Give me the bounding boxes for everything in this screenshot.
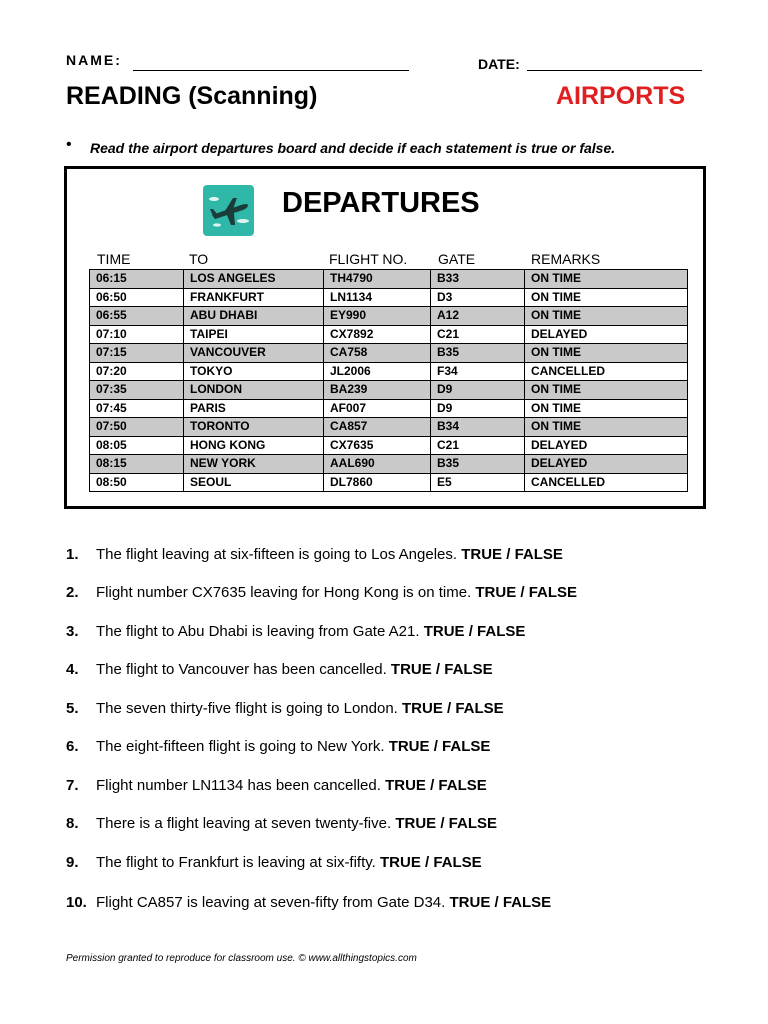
cell-remarks: DELAYED [525, 436, 688, 455]
cell-destination: PARIS [184, 399, 324, 418]
cell-destination: ABU DHABI [184, 307, 324, 326]
question-item [66, 738, 490, 755]
cell-gate: C21 [431, 325, 525, 344]
cell-destination: TAIPEI [184, 325, 324, 344]
cell-time: 07:50 [90, 418, 184, 437]
cell-gate: A12 [431, 307, 525, 326]
cell-destination: TOKYO [184, 362, 324, 381]
date-line[interactable] [527, 70, 702, 71]
cell-gate: D9 [431, 399, 525, 418]
cell-remarks: ON TIME [525, 288, 688, 307]
cell-remarks: ON TIME [525, 381, 688, 400]
cell-time: 07:35 [90, 381, 184, 400]
topic-title: AIRPORTS [556, 82, 686, 110]
footer-credit: Permission granted to reproduce for classroom use. © www.allthingstopics.com [66, 953, 417, 964]
question-text: The seven thirty-five flight is going to London. [96, 700, 398, 717]
name-label: NAME: [66, 52, 122, 68]
question-text: Flight number LN1134 has been cancelled. [96, 777, 381, 794]
col-header-to: TO [189, 251, 209, 267]
cell-time: 07:45 [90, 399, 184, 418]
cell-remarks: CANCELLED [525, 473, 688, 492]
cell-flight: TH4790 [324, 270, 431, 289]
cell-destination: SEOUL [184, 473, 324, 492]
cell-gate: E5 [431, 473, 525, 492]
cell-flight: AAL690 [324, 455, 431, 474]
cell-destination: HONG KONG [184, 436, 324, 455]
table-row [90, 344, 688, 363]
cell-flight: CX7892 [324, 325, 431, 344]
cell-remarks: ON TIME [525, 418, 688, 437]
true-false-choice[interactable]: TRUE / FALSE [390, 661, 493, 678]
cell-flight: AF007 [324, 399, 431, 418]
cell-remarks: CANCELLED [525, 362, 688, 381]
question-item [66, 546, 563, 563]
true-false-choice[interactable]: TRUE / FALSE [385, 777, 487, 794]
cell-gate: C21 [431, 436, 525, 455]
cell-gate: B33 [431, 270, 525, 289]
cell-remarks: ON TIME [525, 399, 688, 418]
question-item [66, 894, 551, 911]
cell-time: 08:50 [90, 473, 184, 492]
instruction: Read the airport departures board and decide if each statement is true or false. [90, 140, 616, 156]
col-header-flight: FLIGHT NO. [329, 251, 408, 267]
col-header-gate: GATE [438, 251, 476, 267]
question-item [66, 623, 525, 640]
cell-gate: D9 [431, 381, 525, 400]
question-item [66, 584, 577, 601]
question-item [66, 700, 504, 717]
table-row [90, 288, 688, 307]
cell-remarks: ON TIME [525, 270, 688, 289]
cell-gate: B35 [431, 344, 525, 363]
table-row [90, 436, 688, 455]
question-text: The flight to Vancouver has been cancelled. [96, 661, 387, 678]
question-text: Flight CA857 is leaving at seven-fifty from Gate D34. [96, 894, 446, 911]
true-false-choice[interactable]: TRUE / FALSE [461, 546, 563, 563]
table-row [90, 362, 688, 381]
true-false-choice[interactable]: TRUE / FALSE [388, 738, 491, 755]
departures-title: DEPARTURES [282, 187, 480, 219]
question-text: The flight leaving at six-fifteen is going to Los Angeles. [96, 546, 458, 563]
question-item [66, 661, 493, 678]
true-false-choice[interactable]: TRUE / FALSE [423, 623, 526, 640]
cell-destination: TORONTO [184, 418, 324, 437]
cell-flight: CA758 [324, 344, 431, 363]
cell-time: 08:05 [90, 436, 184, 455]
cell-remarks: DELAYED [525, 325, 688, 344]
true-false-choice[interactable]: TRUE / FALSE [402, 700, 504, 717]
question-item [66, 777, 487, 794]
departures-table [89, 269, 688, 492]
cell-time: 07:10 [90, 325, 184, 344]
col-header-remarks: REMARKS [531, 251, 601, 267]
question-text: The flight to Abu Dhabi is leaving from Gate A21. [96, 623, 420, 640]
question-number: 6. [66, 738, 79, 755]
true-false-choice[interactable]: TRUE / FALSE [380, 854, 482, 871]
question-item [66, 815, 497, 832]
page-title: READING (Scanning) [66, 82, 318, 110]
col-header-time: TIME [97, 251, 131, 267]
table-row [90, 399, 688, 418]
question-text: The flight to Frankfurt is leaving at six-fifty. [96, 854, 376, 871]
departures-board [64, 166, 706, 509]
table-row [90, 455, 688, 474]
question-number: 4. [66, 661, 79, 678]
question-number: 8. [66, 815, 79, 832]
date-label: DATE: [478, 56, 520, 72]
cell-time: 07:15 [90, 344, 184, 363]
question-text: The eight-fifteen flight is going to New York. [96, 738, 385, 755]
question-number: 2. [66, 584, 79, 601]
cell-remarks: ON TIME [525, 344, 688, 363]
cell-gate: B35 [431, 455, 525, 474]
cell-remarks: DELAYED [525, 455, 688, 474]
question-number: 5. [66, 700, 79, 717]
question-text: There is a flight leaving at seven twenty-five. [96, 815, 392, 832]
cell-time: 07:20 [90, 362, 184, 381]
bullet-icon: • [66, 136, 72, 153]
question-number: 10. [66, 894, 87, 911]
name-line[interactable] [133, 70, 409, 71]
cell-destination: LOS ANGELES [184, 270, 324, 289]
cell-remarks: ON TIME [525, 307, 688, 326]
question-number: 1. [66, 546, 79, 563]
cell-time: 06:15 [90, 270, 184, 289]
cell-gate: F34 [431, 362, 525, 381]
cell-destination: LONDON [184, 381, 324, 400]
question-number: 3. [66, 623, 79, 640]
table-row [90, 473, 688, 492]
cell-gate: B34 [431, 418, 525, 437]
cell-flight: DL7860 [324, 473, 431, 492]
cell-time: 06:50 [90, 288, 184, 307]
table-row [90, 381, 688, 400]
cell-time: 08:15 [90, 455, 184, 474]
cell-gate: D3 [431, 288, 525, 307]
cell-time: 06:55 [90, 307, 184, 326]
question-number: 7. [66, 777, 79, 794]
question-text: Flight number CX7635 leaving for Hong Kong is on time. [96, 584, 472, 601]
question-number: 9. [66, 854, 79, 871]
table-row [90, 418, 688, 437]
cell-destination: FRANKFURT [184, 288, 324, 307]
table-row [90, 307, 688, 326]
table-row [90, 325, 688, 344]
cell-flight: BA239 [324, 381, 431, 400]
airplane-icon [203, 185, 254, 236]
cell-destination: VANCOUVER [184, 344, 324, 363]
true-false-choice[interactable]: TRUE / FALSE [475, 584, 578, 601]
cell-destination: NEW YORK [184, 455, 324, 474]
question-item [66, 854, 482, 871]
true-false-choice[interactable]: TRUE / FALSE [395, 815, 498, 832]
column-headers [67, 251, 703, 269]
cell-flight: CX7635 [324, 436, 431, 455]
cell-flight: JL2006 [324, 362, 431, 381]
true-false-choice[interactable]: TRUE / FALSE [449, 894, 552, 911]
cell-flight: LN1134 [324, 288, 431, 307]
table-row [90, 270, 688, 289]
cell-flight: CA857 [324, 418, 431, 437]
cell-flight: EY990 [324, 307, 431, 326]
